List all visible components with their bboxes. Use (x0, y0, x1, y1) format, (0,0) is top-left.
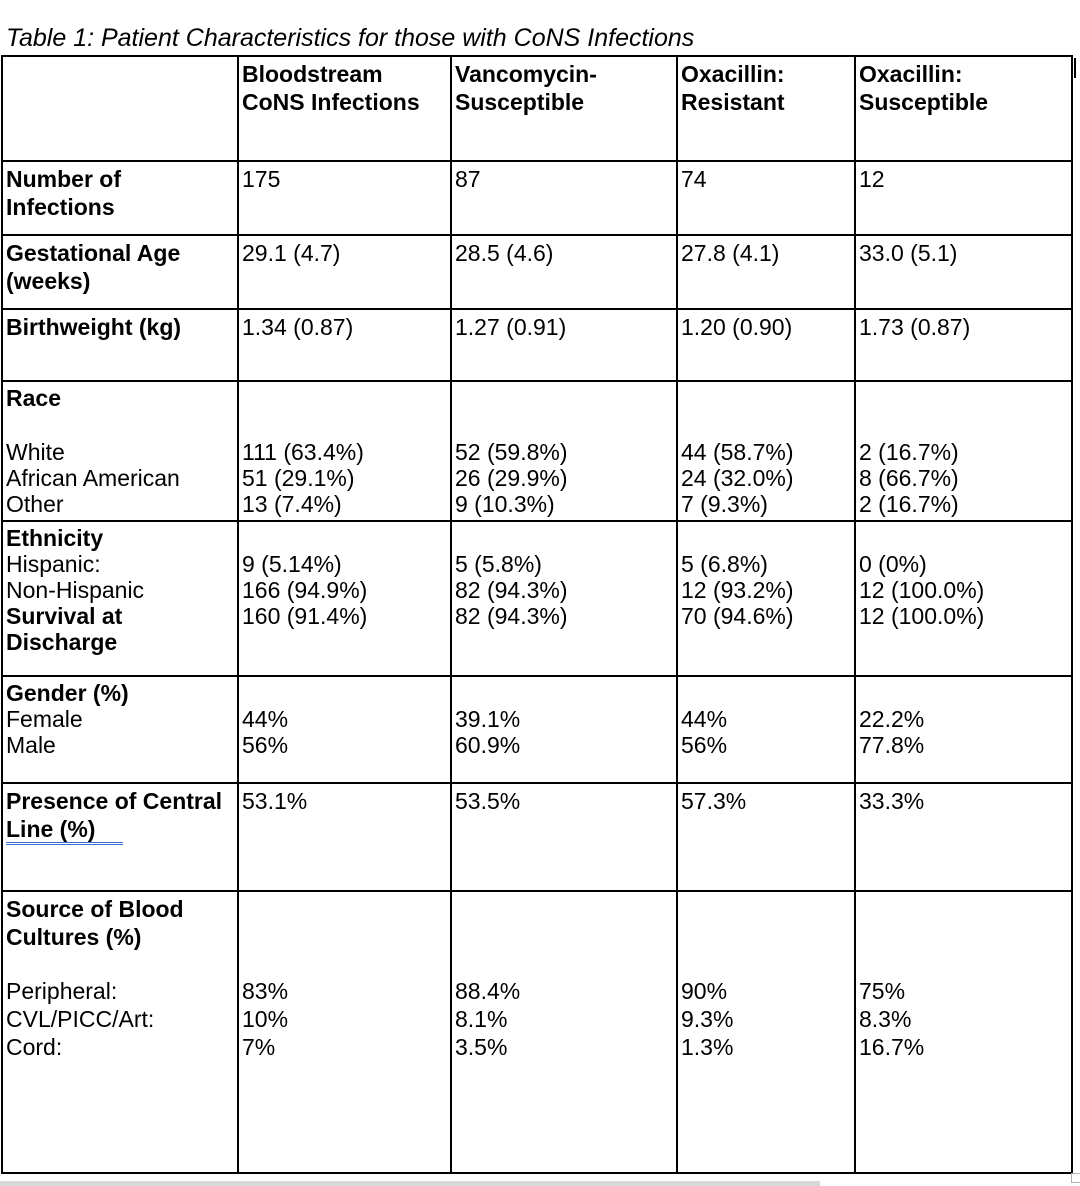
table-cell: 88.4% 8.1% 3.5% (451, 891, 677, 1173)
table-cell: 175 (238, 161, 451, 235)
table-cell: 0 (0%) 12 (100.0%) 12 (100.0%) (855, 521, 1072, 676)
table-cell: 53.5% (451, 783, 677, 891)
table-cell: 22.2% 77.8% (855, 676, 1072, 783)
table-cell: 27.8 (4.1) (677, 235, 855, 309)
row-label-race: Race White African American Other (2, 381, 238, 521)
header-oxacillin-susceptible: Oxacillin: Susceptible (855, 56, 1072, 161)
row-label-source: Source of Blood Cultures (%) Peripheral: CVL/PICC/Art: Cord: (2, 891, 238, 1173)
table-cell: 44 (58.7%) 24 (32.0%) 7 (9.3%) (677, 381, 855, 521)
table-caption: Table 1: Patient Characteristics for those with CoNS Infections (6, 24, 695, 52)
table-cell: 44% 56% (238, 676, 451, 783)
table-cell: 90% 9.3% 1.3% (677, 891, 855, 1173)
table-row (2, 783, 1072, 891)
table-cell: 5 (5.8%) 82 (94.3%) 82 (94.3%) (451, 521, 677, 676)
table-cell: 87 (451, 161, 677, 235)
horizontal-scrollbar[interactable] (0, 1181, 820, 1186)
table-cell: 57.3% (677, 783, 855, 891)
row-label-central-line: Presence of Central Line (%) (2, 783, 238, 891)
table-cell: 52 (59.8%) 26 (29.9%) 9 (10.3%) (451, 381, 677, 521)
row-label-infections: Number of Infections (2, 161, 238, 235)
patient-characteristics-table (1, 55, 1073, 1174)
header-bloodstream: Bloodstream CoNS Infections (238, 56, 451, 161)
table-cell: 83% 10% 7% (238, 891, 451, 1173)
header-empty-cell (2, 56, 238, 161)
table-row (2, 309, 1072, 381)
table-cell: 12 (855, 161, 1072, 235)
table-cell: 53.1% (238, 783, 451, 891)
resize-handle[interactable] (1071, 1173, 1080, 1183)
table-cell: 29.1 (4.7) (238, 235, 451, 309)
table-cell: 39.1% 60.9% (451, 676, 677, 783)
table-cell: 33.3% (855, 783, 1072, 891)
row-label-ethnicity: Ethnicity Hispanic: Non-Hispanic Survival at Discharge (2, 521, 238, 676)
table-row-gender (2, 676, 1072, 783)
table-row (2, 235, 1072, 309)
comment-link[interactable]: Line (%) (6, 816, 96, 842)
row-label-birthweight: Birthweight (kg) (2, 309, 238, 381)
row-label-survival: Survival at Discharge (6, 603, 123, 655)
row-label-gender: Gender (%) Female Male (2, 676, 238, 783)
header-row (2, 56, 1072, 161)
table-cell: 1.73 (0.87) (855, 309, 1072, 381)
table-row (2, 161, 1072, 235)
table-cell: 75% 8.3% 16.7% (855, 891, 1072, 1173)
table-row-race (2, 381, 1072, 521)
table-cell: 33.0 (5.1) (855, 235, 1072, 309)
table-cell: 1.20 (0.90) (677, 309, 855, 381)
table-cell: 111 (63.4%) 51 (29.1%) 13 (7.4%) (238, 381, 451, 521)
table-cell: 1.27 (0.91) (451, 309, 677, 381)
table-cell: 28.5 (4.6) (451, 235, 677, 309)
table-cell: 74 (677, 161, 855, 235)
table-row-source (2, 891, 1072, 1173)
header-vancomycin: Vancomycin- Susceptible (451, 56, 677, 161)
table-cell: 1.34 (0.87) (238, 309, 451, 381)
text-cursor (1074, 58, 1076, 78)
row-label-gestational-age: Gestational Age (weeks) (2, 235, 238, 309)
table-row-ethnicity (2, 521, 1072, 676)
table-cell: 9 (5.14%) 166 (94.9%) 160 (91.4%) (238, 521, 451, 676)
table-cell: 5 (6.8%) 12 (93.2%) 70 (94.6%) (677, 521, 855, 676)
table-cell: 44% 56% (677, 676, 855, 783)
header-oxacillin-resistant: Oxacillin: Resistant (677, 56, 855, 161)
table-cell: 2 (16.7%) 8 (66.7%) 2 (16.7%) (855, 381, 1072, 521)
